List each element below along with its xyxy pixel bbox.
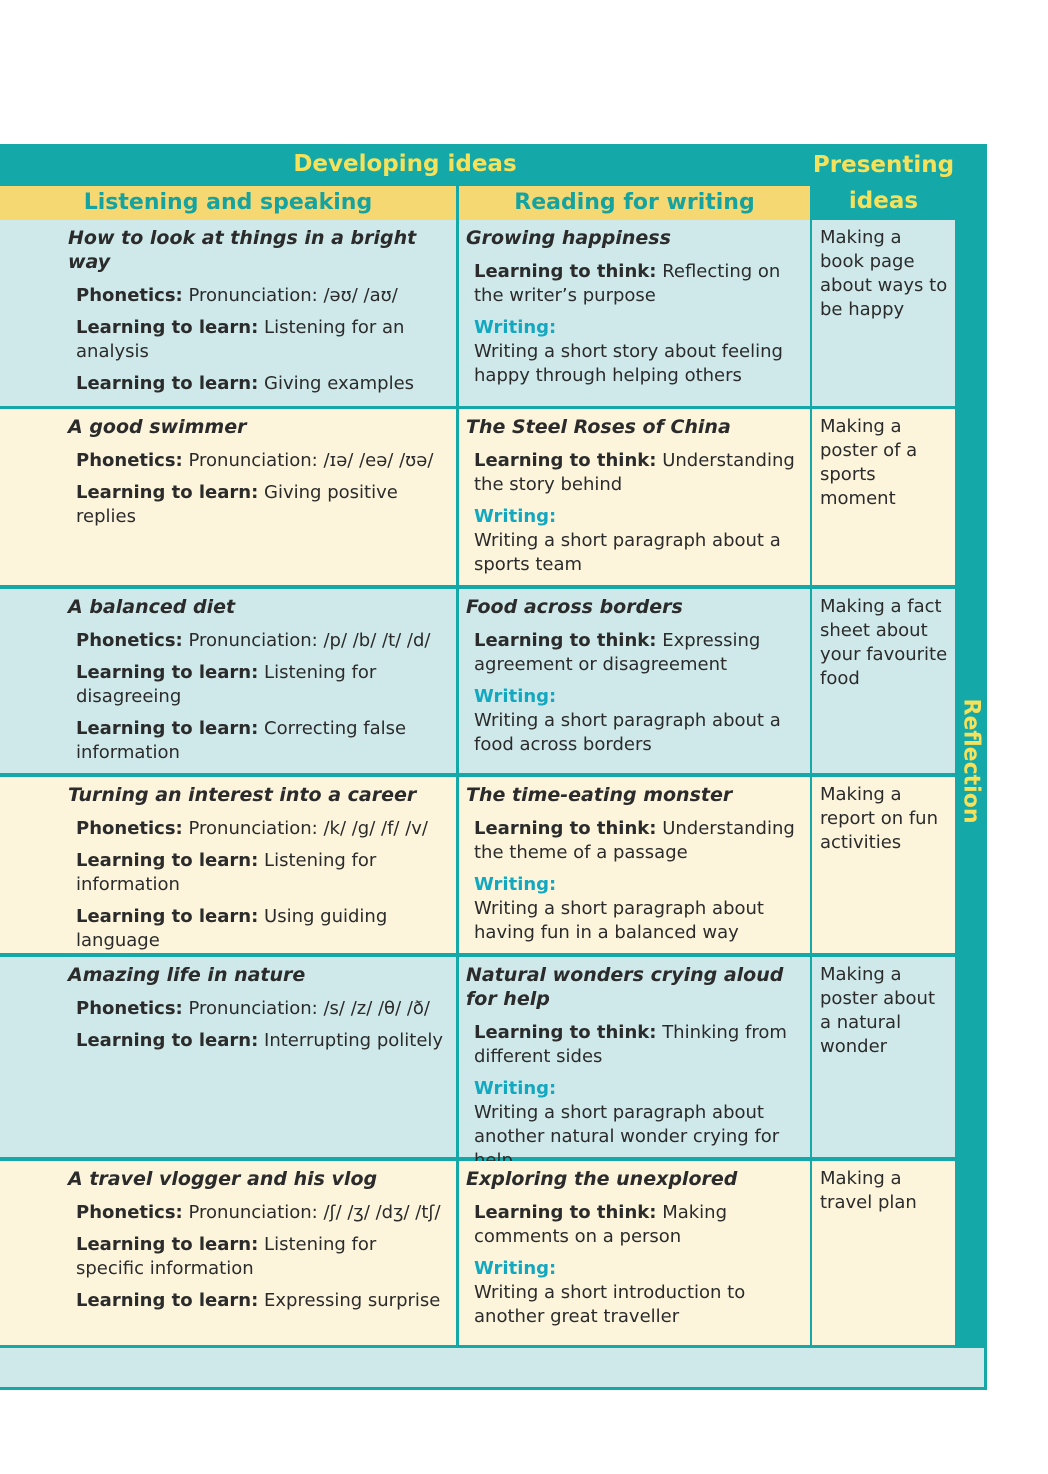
learning-to-think: Learning to think: Understanding the story behind [474,450,795,495]
writing-label: Writing: [474,317,557,338]
unit-title: A travel vlogger and his vlog [68,1168,378,1190]
list-item: Learning to learn: Correcting false information [76,718,407,763]
unit-3-reading-cell [459,589,810,773]
list-item: Phonetics: Pronunciation: /ʃ/ /ʒ/ /dʒ/ /tʃ/ [76,1202,441,1223]
unit-title: Turning an interest into a career [68,784,417,806]
reflection-label: Reflection [958,698,984,824]
unit-4-listening-cell [0,777,456,953]
learning-to-think: Learning to think: Making comments on a person [474,1202,728,1247]
unit-title: A balanced diet [68,596,236,618]
reading-title: Natural wonders crying aloud for help [466,964,784,1010]
presenting-ideas-header: Presenting ideas [812,152,955,214]
list-item: Learning to learn: Listening for an analysis [76,317,405,362]
writing-label: Writing: [474,506,557,527]
list-item: Learning to learn: Giving positive replies [76,482,398,527]
unit-4-presenting-cell: Making a report on fun activities [812,777,955,953]
writing-text: Writing a short paragraph about another natural wonder crying for [474,1102,780,1147]
learning-to-think: Learning to think: Expressing agreement or disagreement [474,630,761,675]
list-item: Phonetics: Pronunciation: /k/ /g/ /f/ /v/ [76,818,428,839]
table-footer-strip [0,1348,984,1387]
reading-writing-header: Reading for writing [459,186,810,220]
list-item: Learning to learn: Giving examples [76,373,415,394]
developing-ideas-header: Developing ideas [293,151,517,177]
writing-text: Writing a short paragraph about a food across borders [474,710,781,755]
writing-text: Writing a short story about feeling happy through helping others [474,341,783,386]
writing-label: Writing: [474,1078,557,1099]
list-item: Learning to learn: Listening for disagreeing [76,662,377,707]
unit-title: How to look at things in a bright way [68,227,417,273]
writing-label: Writing: [474,874,557,895]
writing-text: Writing a short introduction to another great traveller [474,1282,746,1327]
writing-text: Writing a short paragraph about a sports team [474,530,781,575]
unit-4-reading-cell [459,777,810,953]
unit-2-reading-cell [459,409,810,585]
learning-to-think: Learning to think: Thinking from different sides [474,1022,787,1067]
unit-title: Amazing life in nature [68,964,306,986]
unit-6-reading-cell [459,1161,810,1345]
unit-6-listening-cell [0,1161,456,1345]
writing-text: Writing a short paragraph about having fun in a balanced way [474,898,764,943]
unit-2-presenting-cell: Making a poster of a sports moment [812,409,955,585]
list-item: Learning to learn: Listening for information [76,850,377,895]
writing-label: Writing: [474,1258,557,1279]
list-item: Phonetics: Pronunciation: /s/ /z/ /θ/ /ð/ [76,998,430,1019]
list-item: Learning to learn: Using guiding language [76,906,388,951]
unit-6-presenting-cell: Making a travel plan [812,1161,955,1345]
unit-5-presenting-cell: Making a poster about a natural wonder [812,957,955,1157]
list-item: Learning to learn: Expressing surprise [76,1290,441,1311]
list-item: Phonetics: Pronunciation: /p/ /b/ /t/ /d/ [76,630,431,651]
reading-title: The Steel Roses of China [466,416,731,438]
listening-speaking-header: Listening and speaking [0,186,456,220]
list-item: Phonetics: Pronunciation: /ɪə/ /eə/ /ʊə/ [76,450,434,471]
unit-3-listening-cell [0,589,456,773]
learning-to-think: Learning to think: Reflecting on the writer’s purpose [474,261,781,306]
list-item: Phonetics: Pronunciation: /əʊ/ /aʊ/ [76,285,398,306]
writing-label: Writing: [474,686,557,707]
reading-title: Growing happiness [466,227,671,249]
reading-title: The time-eating monster [466,784,733,806]
unit-1-reading-cell [459,220,810,406]
unit-5-reading-cell [459,957,810,1157]
reading-title: Exploring the unexplored [466,1168,738,1190]
reading-title: Food across borders [466,596,683,618]
unit-1-presenting-cell: Making a book page about ways to be happy [812,220,955,406]
list-item: Learning to learn: Interrupting politely [76,1030,444,1051]
unit-5-listening-cell [0,957,456,1157]
unit-2-listening-cell [0,409,456,585]
learning-to-think: Learning to think: Understanding the theme of a passage [474,818,795,863]
list-item: Learning to learn: Listening for specific information [76,1234,377,1279]
unit-3-presenting-cell: Making a fact sheet about your favourite food [812,589,955,773]
unit-1-listening-cell [0,220,456,406]
unit-title: A good swimmer [68,416,247,438]
